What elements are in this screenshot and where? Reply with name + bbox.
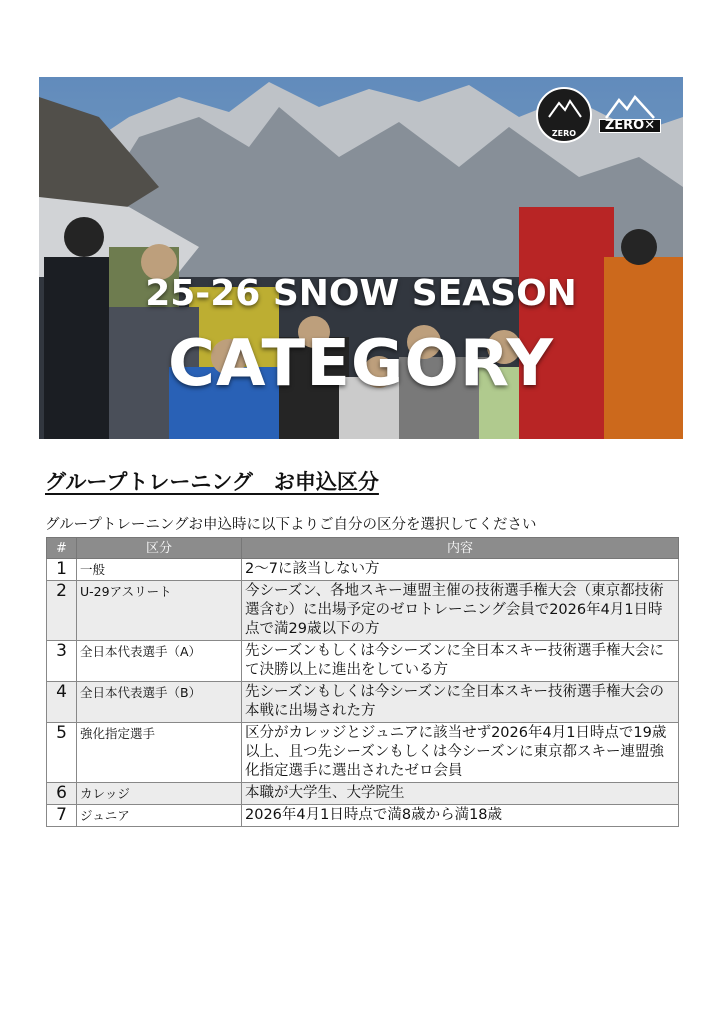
table-header-row — [47, 538, 679, 559]
row-naiyou: 本職が大学生、大学院生 — [242, 783, 679, 805]
hero-photo — [39, 77, 683, 439]
row-naiyou: 先シーズンもしくは今シーズンに全日本スキー技術選手権大会の本戦に出場された方 — [242, 682, 679, 723]
header-naiyou: 内容 — [242, 538, 679, 559]
table-row — [47, 559, 679, 581]
row-kubun: U-29アスリート — [77, 581, 242, 641]
row-num: 5 — [47, 723, 77, 783]
intro-text: グループトレーニングお申込時に以下よりご自分の区分を選択してください — [45, 517, 537, 533]
row-kubun: カレッジ — [77, 783, 242, 805]
row-kubun: ジュニア — [77, 805, 242, 827]
row-naiyou: 2026年4月1日時点で満8歳から満18歳 — [242, 805, 679, 827]
table-row — [47, 682, 679, 723]
row-num: 3 — [47, 641, 77, 682]
row-kubun: 一般 — [77, 559, 242, 581]
row-num: 1 — [47, 559, 77, 581]
hero-season-title: 25-26 SNOW SEASON — [145, 273, 577, 314]
row-naiyou: 2～7に該当しない方 — [242, 559, 679, 581]
table-row — [47, 723, 679, 783]
section-title: グループトレーニング お申込区分 — [45, 470, 379, 494]
header-num: # — [47, 538, 77, 559]
row-naiyou: 先シーズンもしくは今シーズンに全日本スキー技術選手権大会にて決勝以上に進出をしている方 — [242, 641, 679, 682]
row-kubun: 強化指定選手 — [77, 723, 242, 783]
row-naiyou: 区分がカレッジとジュニアに該当せず2026年4月1日時点で19歳以上、且つ先シーズンもしくは今シーズンに東京都スキー連盟強化指定選手に選出されたゼロ会員 — [242, 723, 679, 783]
row-num: 7 — [47, 805, 77, 827]
logo-rect-text: ZERO✕ — [599, 119, 661, 133]
mountain-icon — [605, 95, 655, 119]
mountain-icon — [548, 97, 582, 119]
row-naiyou: 今シーズン、各地スキー連盟主催の技術選手権大会（東京都技術選含む）に出場予定のゼロトレーニング会員で2026年4月1日時点で満29歳以下の方 — [242, 581, 679, 641]
category-table — [46, 537, 679, 827]
zero-x-logo — [599, 95, 661, 133]
table-row — [47, 641, 679, 682]
ski-academy-logo — [536, 87, 592, 143]
row-kubun: 全日本代表選手（A） — [77, 641, 242, 682]
row-num: 6 — [47, 783, 77, 805]
table-row — [47, 581, 679, 641]
row-kubun: 全日本代表選手（B） — [77, 682, 242, 723]
row-num: 4 — [47, 682, 77, 723]
logo-round-text: ZERO — [551, 129, 577, 138]
header-kubun: 区分 — [77, 538, 242, 559]
hero-category-title: CATEGORY — [168, 327, 554, 401]
row-num: 2 — [47, 581, 77, 641]
table-row — [47, 783, 679, 805]
table-row — [47, 805, 679, 827]
